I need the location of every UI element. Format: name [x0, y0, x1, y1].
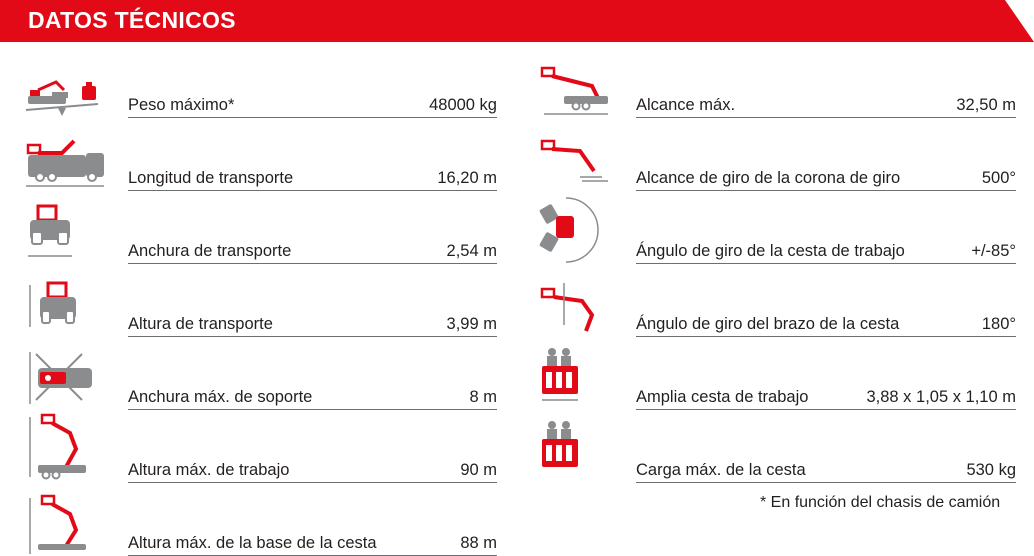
divider	[636, 263, 1016, 264]
spec-label: Peso máximo*	[128, 96, 235, 114]
spec-value: +/-85°	[971, 242, 1016, 260]
spec-label: Altura máx. de trabajo	[128, 461, 290, 479]
spec-row-transport-length	[26, 119, 497, 191]
spec-row-max-platform-floor-height	[26, 484, 497, 556]
spec-row-basket-load	[536, 411, 1016, 483]
spec-value: 500°	[981, 169, 1016, 187]
spec-value: 530 kg	[966, 461, 1016, 479]
divider	[636, 482, 1016, 483]
spec-value: 3,88 x 1,05 x 1,10 m	[866, 388, 1016, 406]
divider	[128, 482, 497, 483]
platform-floor-height-icon	[26, 484, 110, 552]
jib-rotation-icon	[536, 265, 620, 333]
divider	[128, 190, 497, 191]
basket-size-icon	[536, 338, 620, 406]
spec-value: 32,50 m	[956, 96, 1016, 114]
spec-value: 88 m	[460, 534, 497, 552]
spec-row-outrigger-width	[26, 338, 497, 410]
spec-value: 90 m	[460, 461, 497, 479]
scale-weight-icon	[26, 46, 110, 114]
working-height-icon	[26, 411, 110, 479]
truck-height-icon	[26, 265, 110, 333]
spec-label: Alcance máx.	[636, 96, 736, 114]
basket-rotation-icon	[536, 192, 620, 260]
page-title: DATOS TÉCNICOS	[28, 7, 236, 33]
truck-width-icon	[26, 192, 110, 260]
spec-row-max-working-height	[26, 411, 497, 483]
spec-label: Ángulo de giro del brazo de la cesta	[636, 315, 900, 333]
divider	[128, 336, 497, 337]
spec-row-basket-rotation	[536, 192, 1016, 264]
truck-length-icon	[26, 119, 110, 187]
spec-label: Longitud de transporte	[128, 169, 294, 187]
divider	[128, 409, 497, 410]
divider	[636, 190, 1016, 191]
spec-row-max-reach	[536, 46, 1016, 118]
spec-row-transport-height	[26, 265, 497, 337]
spec-label: Carga máx. de la cesta	[636, 461, 806, 479]
spec-value: 180°	[981, 315, 1016, 333]
divider	[128, 117, 497, 118]
divider	[636, 409, 1016, 410]
spec-row-turret-slew	[536, 119, 1016, 191]
divider	[128, 263, 497, 264]
outrigger-width-icon	[26, 338, 110, 406]
divider	[636, 117, 1016, 118]
spec-value: 3,99 m	[446, 315, 497, 333]
spec-value: 8 m	[469, 388, 497, 406]
spec-label: Altura de transporte	[128, 315, 273, 333]
spec-row-max-weight	[26, 46, 497, 118]
basket-load-icon	[536, 411, 620, 479]
footnote: * En función del chasis de camión	[760, 494, 1001, 511]
spec-row-jib-rotation	[536, 265, 1016, 337]
max-reach-icon	[536, 46, 620, 114]
spec-label: Altura máx. de la base de la cesta	[128, 534, 377, 552]
spec-row-transport-width	[26, 192, 497, 264]
spec-value: 2,54 m	[446, 242, 497, 260]
spec-label: Amplia cesta de trabajo	[636, 388, 809, 406]
turret-slew-icon	[536, 119, 620, 187]
spec-label: Ángulo de giro de la cesta de trabajo	[636, 242, 905, 260]
spec-label: Anchura máx. de soporte	[128, 388, 313, 406]
spec-row-basket-size	[536, 338, 1016, 410]
spec-value: 48000 kg	[429, 96, 497, 114]
spec-label: Alcance de giro de la corona de giro	[636, 169, 901, 187]
spec-value: 16,20 m	[437, 169, 497, 187]
divider	[636, 336, 1016, 337]
spec-label: Anchura de transporte	[128, 242, 292, 260]
